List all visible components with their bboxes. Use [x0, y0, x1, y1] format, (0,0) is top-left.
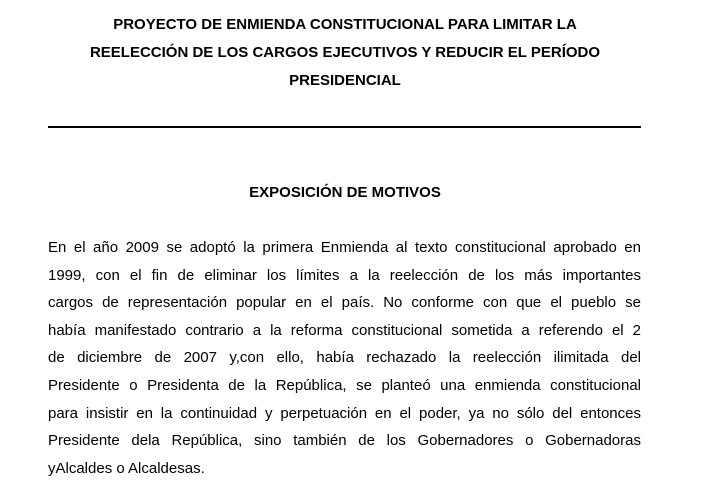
title-line-3: PRESIDENCIAL [289, 72, 401, 89]
paragraph-line: había manifestado contrario a la reforma constitucional sometida a referendo el 2 [48, 321, 641, 339]
title-line-2: REELECCIÓN DE LOS CARGOS EJECUTIVOS Y REDUCIR EL PERÍODO [89, 44, 601, 61]
paragraph-line: de diciembre de 2007 y,con ello, había rechazado la reelección ilimitada del [48, 349, 641, 367]
title-line-1: PROYECTO DE ENMIENDA CONSTITUCIONAL PARA LIMITAR LA [113, 16, 577, 33]
paragraph-line: Presidente dela República, sino también de los Gobernadores o Gobernadoras [48, 432, 641, 450]
paragraph-line: cargos de representación popular en el país. No conforme con que el pueblo se [48, 294, 641, 312]
paragraph-line: En el año 2009 se adoptó la primera Enmienda al texto constitucional aprobado en [48, 239, 641, 256]
body-paragraph [48, 234, 641, 482]
paragraph-line: yAlcaldes o Alcaldesas. [48, 459, 205, 477]
title-divider [48, 126, 641, 128]
document-title [48, 11, 642, 95]
paragraph-line: para insistir en la continuidad y perpetuación en el poder, ya no sólo del entonces [48, 404, 641, 422]
section-heading: EXPOSICIÓN DE MOTIVOS [249, 184, 441, 201]
paragraph-line: Presidente o Presidenta de la República, se planteó una enmienda constitucional [48, 376, 641, 394]
paragraph-line: 1999, con el fin de eliminar los límites a la reelección de los más importantes [48, 266, 641, 284]
